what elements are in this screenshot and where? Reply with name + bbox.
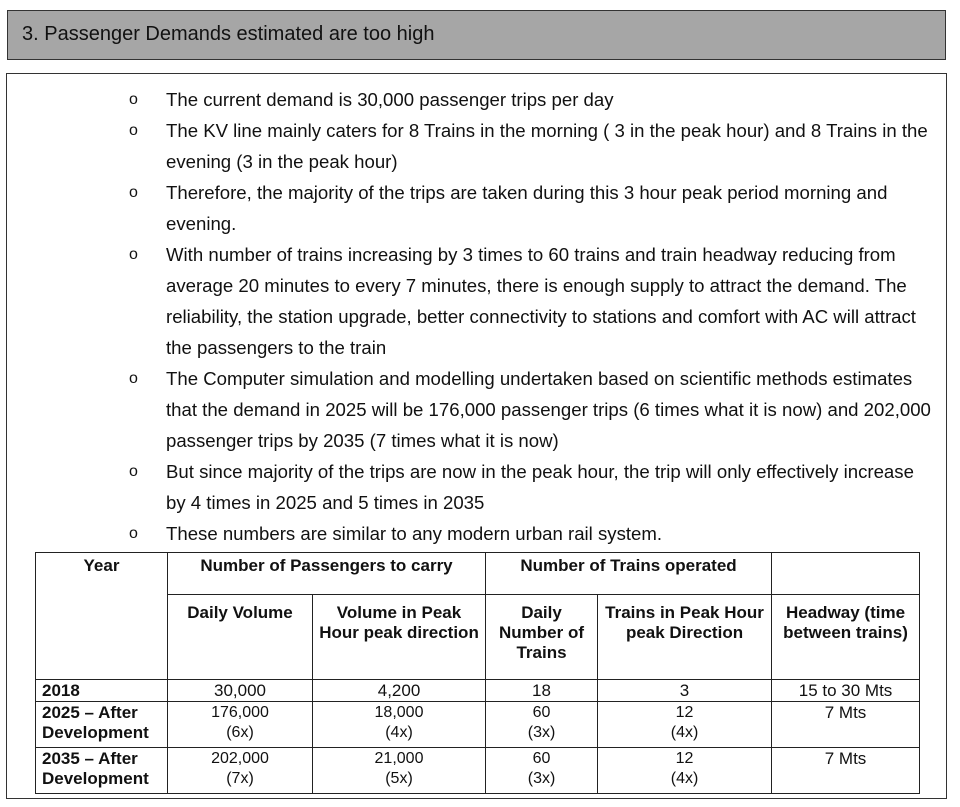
content-box [6, 73, 947, 799]
bullet-text: The current demand is 30,000 passenger trips per day [166, 89, 614, 110]
bullet-item [7, 363, 946, 456]
bullet-text: With number of trains increasing by 3 times to 60 trains and train headway reducing from average 20 minutes to every 7 minutes, there is enough supply to attract the demand. The reliability, the station upgrade, better connectivity to stations and comfort with AC will attract the passengers to the train [166, 244, 916, 358]
header-headway: Headway (time between trains) [772, 595, 920, 680]
bullet-item [7, 456, 946, 518]
header-daily-volume: Daily Volume [168, 595, 313, 680]
bullet-marker: o [129, 246, 138, 263]
cell-multiplier: (7x) [226, 770, 254, 787]
cell-headway: 15 to 30 Mts [772, 680, 920, 702]
bullet-marker: o [129, 184, 138, 201]
cell-year: 2025 – After Development [36, 702, 168, 748]
header-passengers: Number of Passengers to carry [168, 553, 486, 595]
cell-value: 176,000 [211, 704, 269, 721]
cell-value: 3 [679, 681, 690, 700]
cell-multiplier: (6x) [226, 724, 254, 741]
section-title: 3. Passenger Demands estimated are too high [22, 23, 435, 45]
table-sub-header-row [36, 595, 920, 680]
header-peak-trains: Trains in Peak Hour peak Direction [598, 595, 772, 680]
bullet-item [7, 84, 946, 115]
cell-daily-volume [168, 702, 313, 748]
cell-multiplier: (4x) [670, 724, 699, 741]
cell-multiplier: (5x) [385, 770, 413, 787]
cell-multiplier: (4x) [670, 770, 699, 787]
cell-multiplier: (3x) [527, 770, 556, 787]
header-year: Year [36, 553, 168, 680]
cell-value: 21,000 [374, 750, 424, 767]
cell-value: 60 [532, 704, 551, 721]
cell-daily-trains [486, 748, 598, 794]
cell-value: 12 [675, 750, 694, 767]
table-row [36, 680, 920, 702]
cell-value: 60 [532, 750, 551, 767]
bullet-item [7, 239, 946, 363]
cell-multiplier: (4x) [385, 724, 413, 741]
cell-year: 2018 [36, 680, 168, 702]
cell-value: 18 [532, 681, 551, 700]
cell-daily-volume [168, 748, 313, 794]
cell-peak-volume [313, 702, 486, 748]
header-blank [772, 553, 920, 595]
table-row [36, 748, 920, 794]
cell-peak-volume [313, 680, 486, 702]
header-daily-trains: Daily Number of Trains [486, 595, 598, 680]
cell-peak-trains [598, 680, 772, 702]
cell-peak-trains [598, 702, 772, 748]
cell-value: 12 [675, 704, 694, 721]
cell-value: 18,000 [374, 704, 424, 721]
bullet-text: But since majority of the trips are now in the peak hour, the trip will only effectively increase by 4 times in 2025 and 5 times in 2035 [166, 461, 914, 513]
bullet-text: The Computer simulation and modelling undertaken based on scientific methods estimates that the demand in 2025 will be 176,000 passenger trips (6 times what it is now) and 202,000 passenger trips by 2035 (7 times what it is now) [166, 368, 931, 451]
cell-value: 4,200 [377, 681, 421, 700]
cell-multiplier: (3x) [527, 724, 556, 741]
table-row [36, 702, 920, 748]
cell-peak-volume [313, 748, 486, 794]
bullet-marker: o [129, 525, 138, 542]
cell-value: 30,000 [214, 681, 266, 700]
cell-value: 202,000 [211, 750, 269, 767]
capacity-table [35, 552, 920, 794]
bullet-marker: o [129, 122, 138, 139]
table-group-header-row [36, 553, 920, 595]
bullet-marker: o [129, 463, 138, 480]
cell-headway: 7 Mts [772, 702, 920, 748]
section-header [7, 10, 946, 60]
bullet-item [7, 115, 946, 177]
cell-daily-volume [168, 680, 313, 702]
cell-headway: 7 Mts [772, 748, 920, 794]
cell-daily-trains [486, 702, 598, 748]
bullet-marker: o [129, 370, 138, 387]
bullet-item [7, 177, 946, 239]
header-trains: Number of Trains operated [486, 553, 772, 595]
bullet-text: The KV line mainly caters for 8 Trains in the morning ( 3 in the peak hour) and 8 Trains in the evening (3 in the peak hour) [166, 120, 928, 172]
cell-daily-trains [486, 680, 598, 702]
header-peak-volume: Volume in Peak Hour peak direction [313, 595, 486, 680]
bullet-marker: o [129, 91, 138, 108]
bullet-text: These numbers are similar to any modern urban rail system. [166, 523, 663, 544]
bullet-list [7, 84, 946, 549]
cell-year: 2035 – After Development [36, 748, 168, 794]
bullet-item [7, 518, 946, 549]
cell-peak-trains [598, 748, 772, 794]
bullet-text: Therefore, the majority of the trips are taken during this 3 hour peak period morning and evening. [166, 182, 888, 234]
